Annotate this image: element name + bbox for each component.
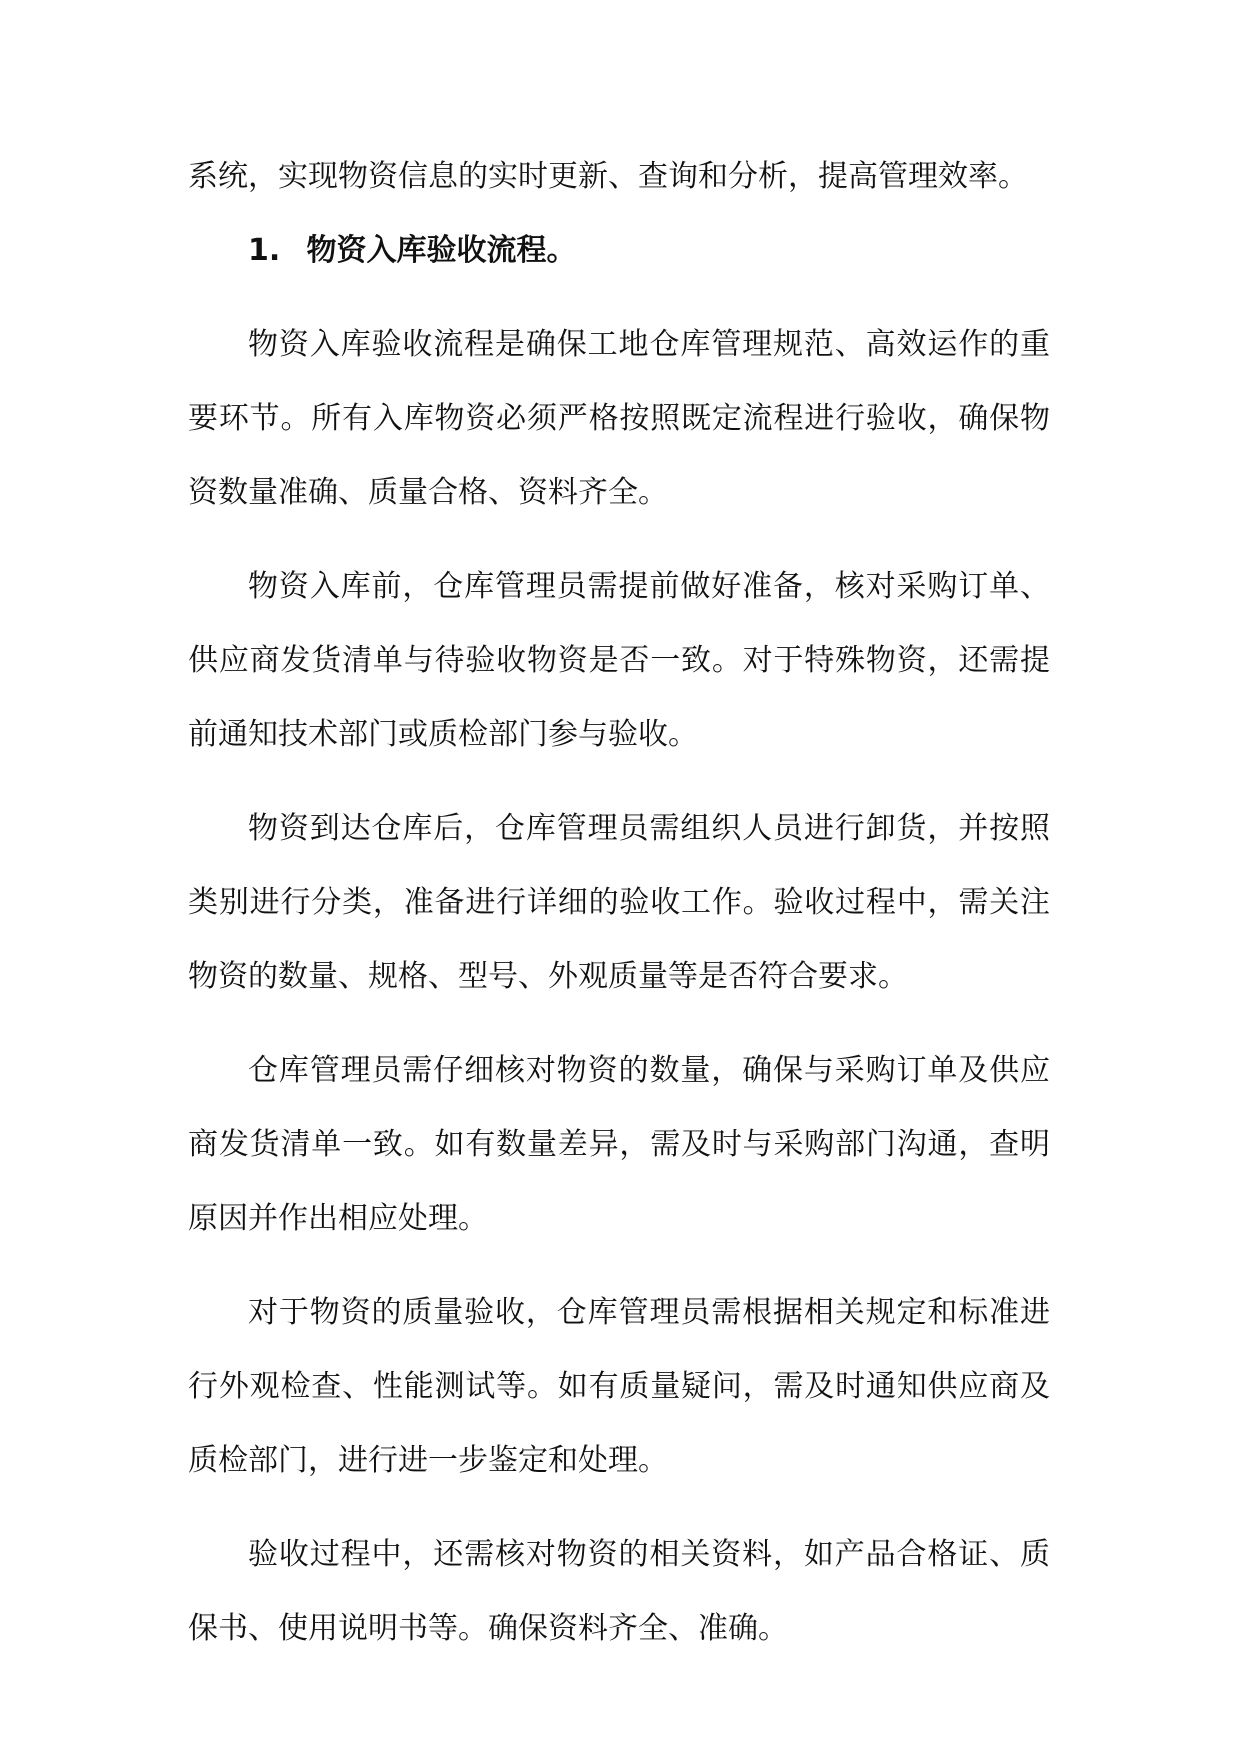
paragraph-3: 物资到达仓库后，仓库管理员需组织人员进行卸货，并按照类别进行分类，准备进行详细的验收工作。验收过程中，需关注物资的数量、规格、型号、外观质量等是否符合要求。: [188, 811, 1050, 994]
paragraph-4: 仓库管理员需仔细核对物资的数量，确保与采购订单及供应商发货清单一致。如有数量差异，需及时与采购部门沟通，查明原因并作出相应处理。: [188, 1053, 1050, 1236]
paragraph-6: 验收过程中，还需核对物资的相关资料，如产品合格证、质保书、使用说明书等。确保资料齐全、准确。: [188, 1537, 1050, 1646]
document-body: [188, 140, 1050, 1666]
paragraph-5: 对于物资的质量验收，仓库管理员需根据相关规定和标准进行外观检查、性能测试等。如有质量疑问，需及时通知供应商及质检部门，进行进一步鉴定和处理。: [188, 1295, 1050, 1478]
paragraph-1: 物资入库验收流程是确保工地仓库管理规范、高效运作的重要环节。所有入库物资必须严格按照既定流程进行验收，确保物资数量准确、质量合格、资料齐全。: [188, 327, 1050, 510]
section-number: 1.: [248, 233, 281, 268]
section-title: 物资入库验收流程。: [306, 233, 577, 268]
paragraph-2: 物资入库前，仓库管理员需提前做好准备，核对采购订单、供应商发货清单与待验收物资是否一致。对于特殊物资，还需提前通知技术部门或质检部门参与验收。: [188, 569, 1050, 752]
intro-paragraph: 系统，实现物资信息的实时更新、查询和分析，提高管理效率。: [188, 159, 1028, 194]
section-heading: [188, 214, 1050, 288]
